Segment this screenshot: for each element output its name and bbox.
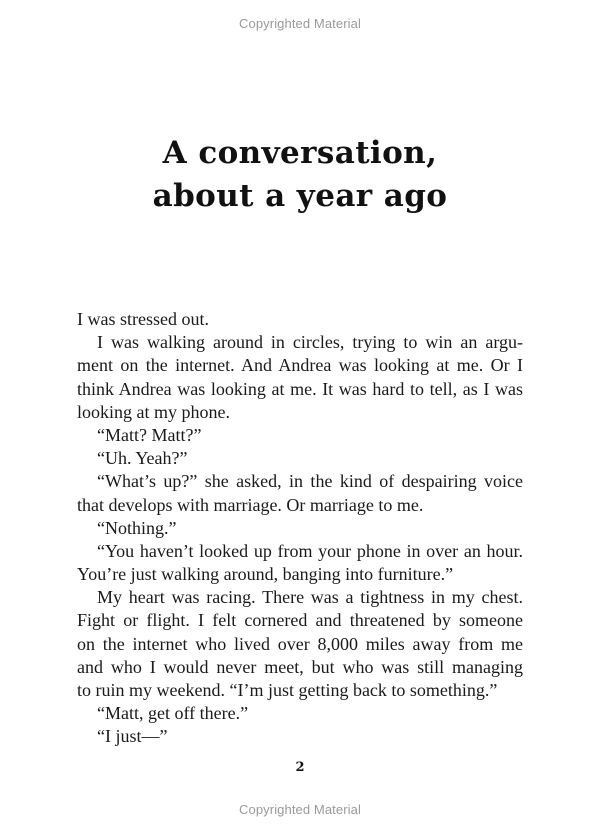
text-line: “Matt? Matt?”: [97, 424, 202, 445]
text-line: Fight or flight. I felt cornered and threatened by someone: [77, 610, 523, 631]
text-line: ment on the internet. And Andrea was looking at me. Or I: [77, 355, 523, 376]
chapter-body-text: [77, 308, 523, 749]
text-line: You’re just walking around, banging into furniture.”: [77, 564, 454, 585]
text-line: “What’s up?” she asked, in the kind of despairing voice: [97, 471, 523, 492]
copyright-watermark-top: Copyrighted Material: [239, 16, 361, 31]
text-line: that develops with marriage. Or marriage to me.: [77, 494, 424, 515]
text-line: think Andrea was looking at me. It was hard to tell, as I was: [77, 378, 523, 399]
text-line: “Uh. Yeah?”: [97, 448, 188, 469]
chapter-title: [0, 132, 600, 218]
text-line: “Nothing.”: [97, 517, 177, 538]
text-line: I was walking around in circles, trying to win an argu-: [97, 332, 523, 353]
text-line: on the internet who lived over 8,000 miles away from me: [77, 633, 523, 654]
copyright-watermark-bottom: Copyrighted Material: [239, 802, 361, 817]
text-line: to ruin my weekend. “I’m just getting back to something.”: [77, 680, 498, 700]
text-line: I was stressed out.: [77, 309, 209, 329]
text-line: “You haven’t looked up from your phone in over an hour.: [97, 540, 523, 561]
text-line: looking at my phone.: [77, 401, 230, 422]
page-number: 2: [295, 760, 305, 775]
chapter-title-line-2: about a year ago: [152, 178, 448, 214]
chapter-title-line-1: A conversation,: [162, 135, 438, 171]
text-line: My heart was racing. There was a tightness in my chest.: [97, 587, 523, 608]
text-line: “I just—”: [97, 726, 168, 747]
text-line: “Matt, get off there.”: [97, 703, 249, 724]
text-line: and who I would never meet, but who was still managing: [77, 656, 523, 677]
